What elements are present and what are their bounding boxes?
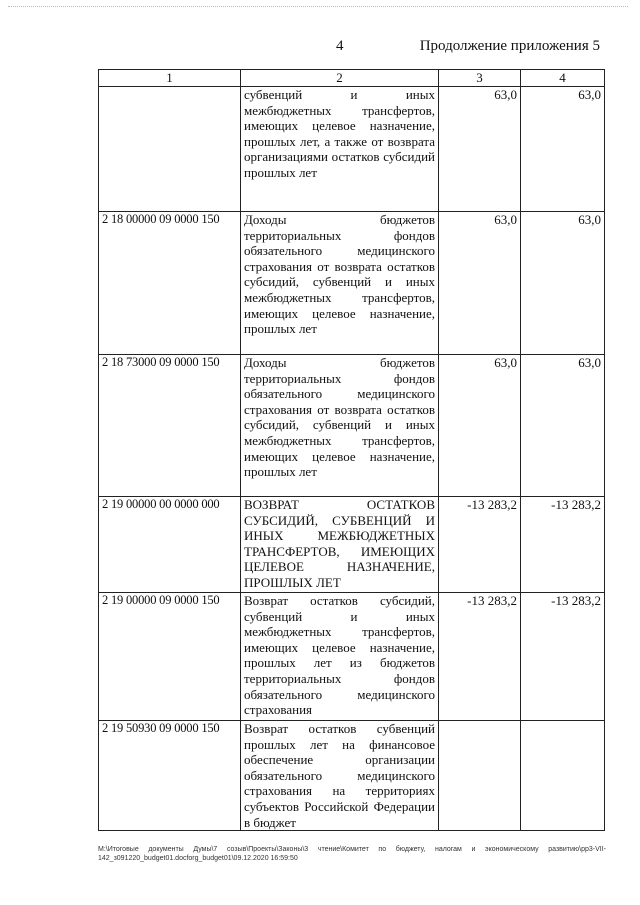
table-header (99, 70, 605, 87)
row-description: ВОЗВРАТ ОСТАТКОВ СУБСИДИЙ, СУБВЕНЦИЙ И ИНЫХ МЕЖБЮДЖЕТНЫХ ТРАНСФЕРТОВ, ИМЕЮЩИХ ЦЕЛЕВОЕ НАЗНАЧЕНИЕ, ПРОШЛЫХ ЛЕТ (241, 497, 439, 593)
column-header-3: 3 (439, 70, 521, 87)
document-path-footer: M:\Итоговые документы Думы\7 созыв\Проекты\Законы\3 чтение\Комитет по бюджету, налогам и экономическому развитию\pp3-VII-142_з091220_budget01.docforg_budget01\09.12.2020 16:59:50 (98, 846, 606, 862)
value-column-3: 63,0 (439, 87, 521, 212)
table-row (99, 212, 605, 355)
table-row (99, 355, 605, 497)
table-row (99, 87, 605, 212)
budget-table (98, 69, 605, 831)
value-column-4: 63,0 (521, 355, 605, 497)
table-row (99, 721, 605, 831)
row-description: субвенций и иных межбюджетных трансфертов, имеющих целевое назначение, прошлых лет, а также от возврата организациями остатков субсидий прошлых лет (241, 87, 439, 212)
budget-code: 2 19 00000 00 0000 000 (99, 497, 241, 593)
page-number: 4 (336, 38, 344, 54)
budget-code: 2 19 50930 09 0000 150 (99, 721, 241, 831)
value-column-3: -13 283,2 (439, 593, 521, 721)
row-description: Доходы бюджетов территориальных фондов обязательного медицинского страхования от возврата остатков субсидий, субвенций и иных межбюджетных трансфертов, имеющих целевое назначение, прошлых лет (241, 355, 439, 497)
column-header-1: 1 (99, 70, 241, 87)
value-column-4: -13 283,2 (521, 593, 605, 721)
scan-edge-mark (8, 6, 628, 8)
column-header-2: 2 (241, 70, 439, 87)
row-description: Доходы бюджетов территориальных фондов обязательного медицинского страхования от возврата остатков субсидий, субвенций и иных межбюджетных трансфертов, имеющих целевое назначение, прошлых лет (241, 212, 439, 355)
value-column-3: -13 283,2 (439, 497, 521, 593)
table-row (99, 497, 605, 593)
column-header-4: 4 (521, 70, 605, 87)
value-column-4: -13 283,2 (521, 497, 605, 593)
value-column-3: 63,0 (439, 212, 521, 355)
value-column-3: 63,0 (439, 355, 521, 497)
value-column-4 (521, 721, 605, 831)
budget-code: 2 18 00000 09 0000 150 (99, 212, 241, 355)
budget-code: 2 19 00000 09 0000 150 (99, 593, 241, 721)
value-column-4: 63,0 (521, 212, 605, 355)
row-description: Возврат остатков субсидий, субвенций и иных межбюджетных трансфертов, имеющих целевое назначение, прошлых лет из бюджетов территориальных фондов обязательного медицинского страхования (241, 593, 439, 721)
row-description: Возврат остатков субвенций прошлых лет на финансовое обеспечение организации обязательного медицинского страхования на территориях субъектов Российской Федерации в бюджет (241, 721, 439, 831)
appendix-label: Продолжение приложения 5 (419, 38, 600, 54)
value-column-3 (439, 721, 521, 831)
budget-code: 2 18 73000 09 0000 150 (99, 355, 241, 497)
budget-code (99, 87, 241, 212)
table-row (99, 593, 605, 721)
value-column-4: 63,0 (521, 87, 605, 212)
